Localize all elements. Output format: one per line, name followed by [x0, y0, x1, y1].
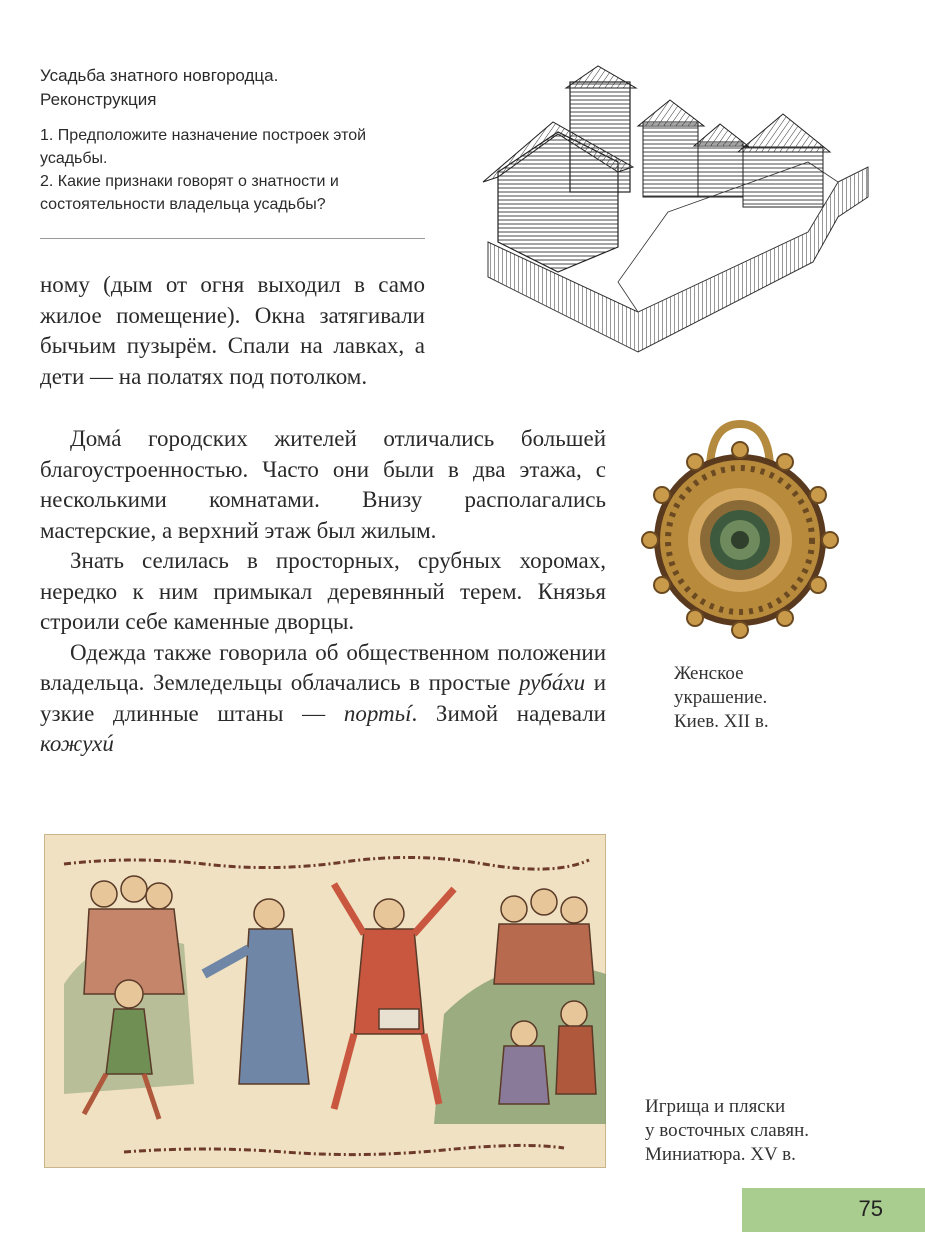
jewelry-caption-line1: Женское: [674, 663, 744, 684]
estate-caption-title: [40, 64, 430, 112]
paragraph-nobility: Знать селилась в просторных, срубных хоромах, нередко к ним примыкал деревянный терем. Князья строили себе каменные дворцы.: [40, 548, 606, 634]
page-number-bar: [742, 1188, 925, 1232]
clothing-text-e: . Зимой надевали: [411, 700, 606, 726]
miniature-caption-line2: у восточных славян.: [645, 1120, 810, 1141]
estate-questions: [40, 124, 430, 216]
text-column-narrow: [40, 270, 425, 392]
paragraph-continued: нoму (дым от огня выходил в само жилое помещение). Окна затягивали бычьим пузырём. Спали на лавках, а дети — на полатях под потолком.: [40, 272, 425, 389]
question-2: 2. Какие признаки говорят о знатности и состоятельности владельца усадьбы?: [40, 173, 339, 213]
term-porty: портьí: [343, 700, 412, 726]
estate-drawing-icon: [458, 62, 902, 362]
caption-divider: [40, 238, 425, 239]
miniature-caption-line3: Миниатюра. XV в.: [645, 1144, 796, 1165]
page-number: 75: [858, 1196, 883, 1221]
jewelry-caption-line2: украшение.: [674, 687, 768, 708]
term-kozhukhi: кожухú: [40, 731, 114, 756]
term-rubakhi: рубáхи: [518, 670, 586, 695]
text-column-wide: [40, 424, 606, 760]
estate-caption-line2: Реконструкция: [40, 90, 157, 109]
clothing-text-a: Одежда также говорила об общественном положении владельца. Земледельцы облачались в простые: [40, 639, 606, 695]
clothing-text-c: и узкие длинные штаны —: [40, 670, 606, 726]
dance-miniature-icon: [44, 834, 606, 1168]
jewelry-caption: [674, 662, 894, 734]
jewelry-pendant-icon: [640, 418, 840, 640]
estate-caption-line1: Усадьба знатного новгородца.: [40, 66, 279, 85]
jewelry-caption-line3: Киев. XII в.: [674, 711, 769, 732]
question-1: 1. Предположите назначение построек этой усадьбы.: [40, 127, 367, 167]
miniature-caption-line1: Игрища и пляски: [645, 1096, 786, 1117]
paragraph-clothing: [40, 638, 606, 760]
miniature-caption: [645, 1095, 905, 1167]
paragraph-houses: Домá городских жителей отличались большей благоустроенностью. Часто они были в два этажа, с несколькими комнатами. Внизу располагались мастерские, а верхний этаж был жилым.: [40, 426, 606, 543]
